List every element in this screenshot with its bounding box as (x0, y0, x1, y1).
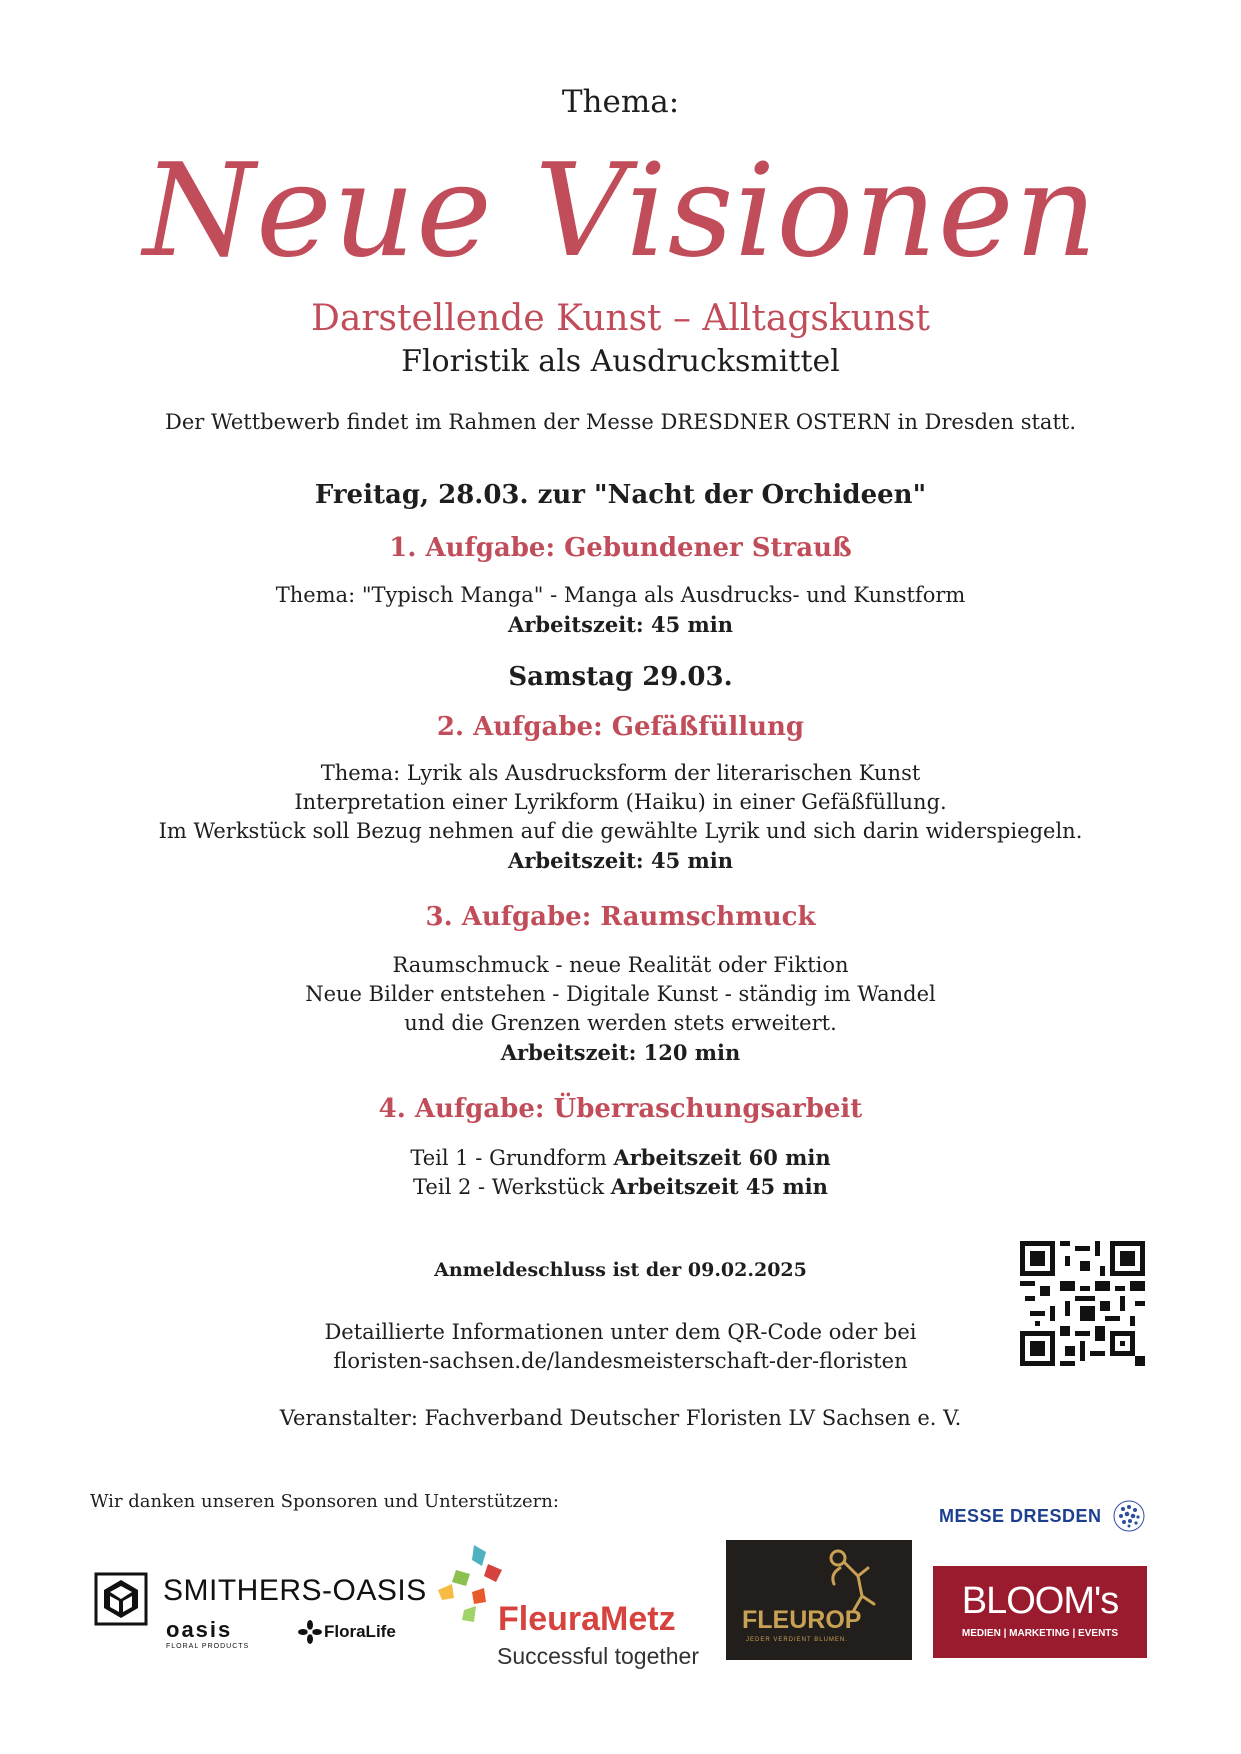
messe-dresden-logo (939, 1501, 1146, 1531)
info-url[interactable]: floristen-sachsen.de/landesmeisterschaft-der-floristen (333, 1349, 908, 1373)
oasis-sub-text: FLORAL PRODUCTS (166, 1643, 250, 1650)
page-title: Neue Visionen (142, 137, 1099, 286)
floralife-logo (298, 1620, 396, 1644)
floralife-text: FloraLife (324, 1622, 396, 1641)
smithers-oasis-text: SMITHERS-OASIS (163, 1574, 427, 1607)
smithers-emblem-icon (94, 1572, 150, 1628)
oasis-logo-text: oasis (166, 1617, 233, 1642)
task2-title: 2. Aufgabe: Gefäßfüllung (436, 712, 805, 742)
smithers-oasis-emblem (94, 1572, 150, 1628)
fleurop-tagline: JEDER VERDIENT BLUMEN. (746, 1637, 848, 1643)
task4-part2 (0, 1172, 1241, 1202)
task3-worktime: Arbeitszeit: 120 min (500, 1040, 741, 1065)
task2-line: Thema: Lyrik als Ausdrucksform der literarischen Kunst (320, 761, 921, 785)
task4-part1-text: Teil 1 - Grundform (410, 1146, 607, 1170)
thema-label: Thema: (561, 84, 680, 120)
intro-text: Der Wettbewerb findet im Rahmen der Messe DRESDNER OSTERN in Dresden statt. (164, 410, 1076, 434)
organizer: Veranstalter: Fachverband Deutscher Floristen LV Sachsen e. V. (279, 1406, 962, 1430)
info-line: Detaillierte Informationen unter dem QR-Code oder bei (324, 1320, 917, 1344)
fleurametz-text: FleuraMetz (498, 1600, 676, 1638)
globe-icon (1112, 1499, 1146, 1533)
fleurametz-tagline: Successful together (497, 1643, 700, 1669)
floralife-flower-icon (298, 1620, 322, 1644)
task2-line: Im Werkstück soll Bezug nehmen auf die gewählte Lyrik und sich darin widerspiegeln. (158, 819, 1083, 843)
task4-part1 (0, 1143, 1241, 1173)
task2-worktime: Arbeitszeit: 45 min (508, 848, 733, 873)
subtitle: Darstellende Kunst – Alltagskunst (311, 298, 930, 339)
task3-title: 3. Aufgabe: Raumschmuck (425, 902, 816, 932)
task2-line: Interpretation einer Lyrikform (Haiku) in einer Gefäßfüllung. (294, 790, 947, 814)
deadline: Anmeldeschluss ist der 09.02.2025 (434, 1259, 807, 1281)
task4-title: 4. Aufgabe: Überraschungsarbeit (378, 1094, 863, 1124)
task3-line: Raumschmuck - neue Realität oder Fiktion (392, 953, 849, 977)
task1-worktime: Arbeitszeit: 45 min (508, 612, 733, 637)
qr-code[interactable] (1020, 1241, 1145, 1366)
task4-part2-time: Arbeitszeit 45 min (610, 1174, 828, 1199)
blooms-tagline: MEDIEN | MARKETING | EVENTS (961, 1628, 1119, 1639)
task1-title: 1. Aufgabe: Gebundener Strauß (389, 533, 852, 563)
fleurop-logo (726, 1540, 912, 1660)
task4-part1-time: Arbeitszeit 60 min (613, 1145, 831, 1170)
task3-line: und die Grenzen werden stets erweitert. (404, 1011, 837, 1035)
sponsors-thanks: Wir danken unseren Sponsoren und Unterstützern: (90, 1491, 559, 1512)
task3-line: Neue Bilder entstehen - Digitale Kunst - ständig im Wandel (305, 982, 936, 1006)
blooms-logo (933, 1566, 1147, 1658)
friday-heading: Freitag, 28.03. zur "Nacht der Orchideen" (314, 480, 927, 510)
subtitle-secondary: Floristik als Ausdrucksmittel (401, 344, 840, 379)
saturday-heading: Samstag 29.03. (508, 662, 733, 692)
messe-dresden-text: MESSE DRESDEN (939, 1505, 1102, 1526)
task4-part2-text: Teil 2 - Werkstück (413, 1175, 605, 1199)
blooms-text: BLOOM's (961, 1580, 1119, 1622)
task1-text: Thema: "Typisch Manga" - Manga als Ausdrucks- und Kunstform (275, 583, 966, 607)
fleurop-text: FLEUROP (742, 1606, 862, 1634)
